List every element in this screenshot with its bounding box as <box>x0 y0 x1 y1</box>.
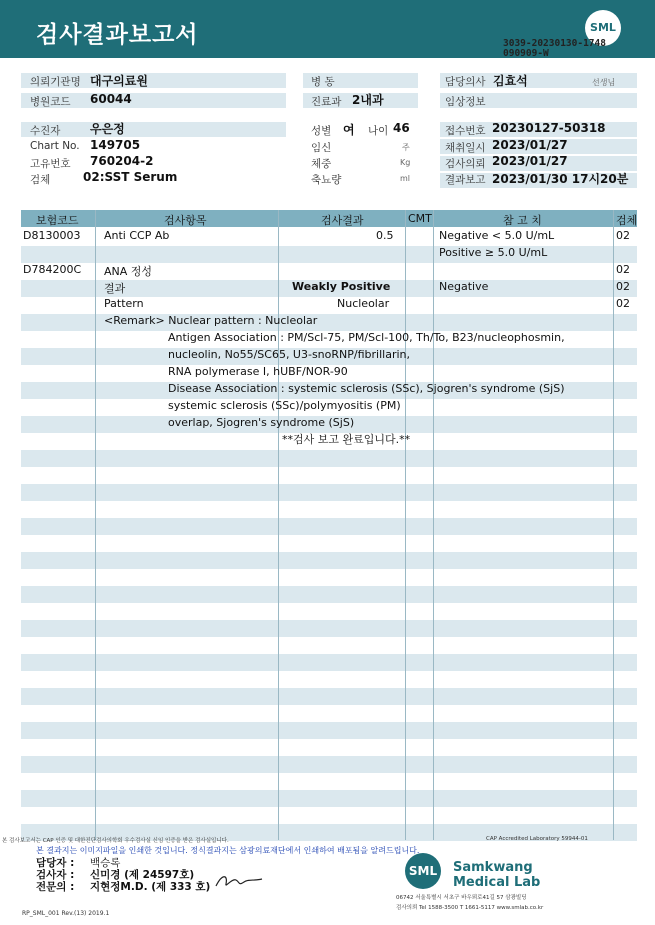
column-divider <box>613 210 614 840</box>
row-result: Nucleolar <box>337 297 390 310</box>
doctor-label: 담당의사 <box>445 76 486 88</box>
column-header-cmt: CMT <box>408 212 432 225</box>
print-notice: 본 결과지는 이미지파일을 인쇄한 것입니다. 정식결과지는 삼광의료재단에서 인쇄하여 배포됨을 알려드립니다. <box>36 846 420 855</box>
table-stripe <box>21 450 637 467</box>
column-divider <box>433 210 434 840</box>
table-stripe <box>21 518 637 535</box>
company-contact: 검사의뢰 Tel 1588-3500 T 1661-5117 www.smlab.co.kr <box>396 905 544 911</box>
column-header-code: 보험코드 <box>36 214 79 227</box>
signature-icon <box>214 870 264 890</box>
patient-value: 우은정 <box>90 122 125 136</box>
company-logo: SML <box>405 853 441 889</box>
sex-label: 성별 <box>311 125 332 137</box>
pregnancy-label: 임신 <box>311 142 332 154</box>
request-value: 2023/01/27 <box>492 154 568 168</box>
company-name-line2: Medical Lab <box>453 875 541 890</box>
receipt-value: 20230127-50318 <box>492 121 606 135</box>
table-stripe <box>21 654 637 671</box>
unique-id-value: 760204-2 <box>90 154 154 168</box>
remark-line: nucleolin, No55/SC65, U3-snoRNP/fibrillarin, <box>168 348 410 361</box>
specialist-value: 지현정M.D. (제 333 호) <box>90 881 211 893</box>
row-result: Weakly Positive <box>292 280 391 293</box>
org-value: 대구의료원 <box>90 74 148 88</box>
info-row-bg <box>21 122 286 137</box>
row-item: Anti CCP Ab <box>104 229 170 242</box>
doctor-suffix: 선생님 <box>592 78 616 87</box>
row-specimen: 02 <box>616 297 630 310</box>
form-code: RP_SML_001 Rev.(13) 2019.1 <box>22 910 110 917</box>
cap-accreditation: CAP Accredited Laboratory 59944-01 <box>486 836 588 842</box>
sex-value: 여 <box>343 123 355 137</box>
row-code: D8130003 <box>23 229 81 242</box>
chart-no-label: Chart No. <box>30 140 80 152</box>
table-stripe <box>21 552 637 569</box>
column-header-result: 검사결과 <box>321 214 364 227</box>
report-date-value: 2023/01/30 17시20분 <box>492 172 629 186</box>
table-stripe <box>21 722 637 739</box>
table-stripe <box>21 688 637 705</box>
remark-line: overlap, Sjogren's syndrome (SjS) <box>168 416 355 429</box>
row-specimen: 02 <box>616 263 630 276</box>
document-title: 검사결과보고서 <box>36 22 199 48</box>
weight-label: 체중 <box>311 158 332 170</box>
age-value: 46 <box>393 121 410 135</box>
column-header-reference: 참 고 치 <box>503 214 542 227</box>
collect-value: 2023/01/27 <box>492 138 568 152</box>
row-item: Pattern <box>104 297 144 310</box>
request-label: 검사의뢰 <box>445 158 486 170</box>
row-reference: Negative <box>439 280 489 293</box>
column-divider <box>405 210 406 840</box>
column-divider <box>95 210 96 840</box>
report-date-label: 결과보고 <box>445 174 486 186</box>
manager-value: 백승록 <box>90 857 121 869</box>
pregnancy-unit: 주 <box>402 143 410 152</box>
table-stripe <box>21 586 637 603</box>
dept-value: 2내과 <box>352 93 384 107</box>
remark-line: RNA polymerase I, hUBF/NOR-90 <box>168 365 348 378</box>
unique-id-label: 고유번호 <box>30 158 71 170</box>
examiner-label: 검사자 : <box>36 869 75 881</box>
row-specimen: 02 <box>616 280 630 293</box>
column-header-item: 검사항목 <box>164 214 207 227</box>
hospital-code-label: 병원코드 <box>30 96 71 108</box>
column-divider <box>278 210 279 840</box>
org-label: 의뢰기관명 <box>30 76 81 88</box>
remark-title: <Remark> Nuclear pattern : Nucleolar <box>104 314 318 327</box>
company-name-line1: Samkwang <box>453 860 533 875</box>
specimen-label: 검체 <box>30 174 51 186</box>
doctor-value: 김효석 <box>493 74 528 88</box>
report-complete-note: **검사 보고 완료입니다.** <box>282 433 411 446</box>
patient-label: 수진자 <box>30 125 61 137</box>
weight-unit: Kg <box>400 158 411 167</box>
sml-logo: SML <box>585 10 621 46</box>
row-reference: Negative < 5.0 U/mL <box>439 229 555 242</box>
receipt-label: 접수번호 <box>445 125 486 137</box>
row-result: 0.5 <box>376 229 394 242</box>
row-item: 결과 <box>104 282 126 295</box>
manager-label: 담당자 : <box>36 857 75 869</box>
table-stripe <box>21 756 637 773</box>
ward-label: 병 동 <box>311 76 335 88</box>
dept-label: 진료과 <box>311 96 342 108</box>
collect-label: 채취일시 <box>445 142 486 154</box>
barcode-number: 3039-20230130-1748 <box>503 38 606 49</box>
table-stripe <box>21 484 637 501</box>
barcode-suffix: 090909-W <box>503 48 549 59</box>
specimen-value: 02:SST Serum <box>83 170 178 184</box>
row-code: D784200C <box>23 263 82 276</box>
urine-label: 축뇨량 <box>311 174 342 186</box>
table-stripe <box>21 790 637 807</box>
column-header-specimen: 검체 <box>616 214 638 227</box>
row-specimen: 02 <box>616 229 630 242</box>
legal-notice: 본 검사보고서는 CAP 인증 및 대한진단검사의학회 우수검사실 신임 인증을 받은 검사실입니다. <box>2 838 229 844</box>
remark-line: Disease Association : systemic sclerosis (SSc), Sjogren's syndrome (SjS) <box>168 382 565 395</box>
age-label: 나이 <box>368 125 389 137</box>
clinical-info-label: 임상정보 <box>445 96 486 108</box>
table-stripe <box>21 620 637 637</box>
examiner-value: 신미경 (제 24597호) <box>90 869 195 881</box>
chart-no-value: 149705 <box>90 138 141 152</box>
remark-line: systemic sclerosis (SSc)/polymyositis (PM) <box>168 399 401 412</box>
remark-line: Antigen Association : PM/Scl-75, PM/Scl-100, Th/To, B23/nucleophosmin, <box>168 331 565 344</box>
specialist-label: 전문의 : <box>36 881 75 893</box>
row-reference: Positive ≥ 5.0 U/mL <box>439 246 548 259</box>
row-item: ANA 정성 <box>104 265 153 278</box>
company-address: 06742 서울특별시 서초구 바우뫼로41길 57 삼광빌딩 <box>396 895 527 901</box>
urine-unit: ml <box>400 174 411 183</box>
hospital-code-value: 60044 <box>90 92 132 106</box>
